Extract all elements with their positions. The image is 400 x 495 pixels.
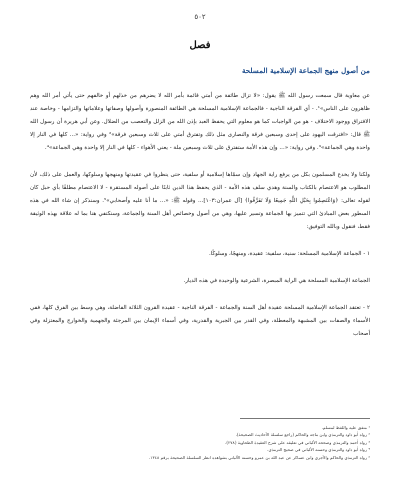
footnote: ² رواه أبو داود والترمذي وابن ماجه والحاكم (راجع سلسلة الأحاديث الصحيحة).: [235, 432, 370, 438]
page-number: ٥٠٢: [194, 13, 206, 21]
paragraph: ٢ - تعتقد الجماعة الإسلامية المسلحة عقيدة أهل السنة والجماعة - الفرقة الناجية - عقيدة القرون الثلاثة الفاضلة، وهي وسط بين الفرق كلها، ففي الأسماء والصفات بين المشبهة والمعطلة، وفي القدر بين الجبرية والقدرية، وفي أسماء الإيمان بين المرجئة والجهمية والخوارج والمعتزلة وفي أصحاب: [30, 305, 370, 337]
footnote: ¹ متفق عليه واللفظ لمسلم.: [321, 425, 370, 430]
footnote-divider: [240, 418, 370, 419]
footnote: ³ رواه أحمد والترمذي وصححه الألباني في تعليقه على شرح العقيدة الطحاوية (٢٧٨).: [225, 439, 370, 445]
paragraph: ١ - الجماعة الإسلامية المسلحة: سنية، سلفية: عقيدة، ومنهجًا، وسلوكًا.: [208, 251, 370, 257]
paragraph: ولكنا ولا يخدع المسلمون بكل من يرفع راية الجهاد وإن سمّاها إسلامية أو سلفية، حتى ينظروا في عقيدتها ومنهجها وسلوكها، والعمل على ذلك، لأن المطلوب هو الاعتصام بالكتاب والسنة وهدي سلف هذه الأمة - الذي يحفظ هذا الدين ثابتًا على أصوله المستقرة - لا الاعتصام مطلقًا بأي حبل كان لقوله تعالى: ﴿وَاعْتَصِمُوا بِحَبْلِ اللَّهِ جَمِيعًا وَلَا تَفَرَّقُوا﴾ [آل عمران:١٠٣]... وقوله ﷺ: «... ما أنا عليه وأصحابي»⁵. وسنذكر إن شاء الله في هذه السطور بعض المبادئ التي تتميز بها الجماعة وتسير عليها، وهي من أصول وخصائص أهل السنة والجماعة، وسنكتفي هنا بما له علاقة بهذه الوثيقة فقط، فنقول وبالله التوفيق:: [30, 172, 370, 230]
section-title: فصل: [189, 40, 211, 51]
footnote: ⁵ رواه الترمذي والحاكم والآجري وابن عساكر عن عبد الله بن عمرو وحسنه الألباني بشواهده انظر السلسلة الصحيحة برقم ١٣٤٨.: [148, 454, 370, 460]
section-heading: من أصول منهج الجماعة الإسلامية المسلحة: [241, 66, 370, 75]
paragraph: عن معاوية قال سمعت رسول الله ﷺ يقول: «لا تزال طائفة من أمتي قائمة بأمر الله لا يضرهم من خذلهم أو خالفهم حتى يأتي أمر الله وهم ظاهرون على الناس»¹. - أي الفرقة الناجية - فالجماعة الإسلامية المسلحة هي الطائفة المنصورة وأصولها وصفاتها وعلاماتها والتزامها - وخاصة عند الافتراق ووجود الاختلاف - هو من الواجبات كما هو معلوم التي يحفظ العبد بإذن الله من الزلل والتعصب من الضلال. وعن أبي هريرة أن رسول الله ﷺ قال: «افترقت اليهود على إحدى وسبعين فرقة والنصارى مثل ذلك وتفترق أمتي على ثلاث وسبعين فرقة»² وفي رواية: «... كلها في النار إلا واحدة وهي الجماعة»³. وفي رواية: «... وإن هذه الأمة ستفترق على ثلاث وسبعين ملة - يعني الأهواء - كلها في النار إلا واحدة وهي الجماعة»⁴.: [30, 93, 370, 151]
footnote: ⁴ رواه أبو داود والترمذي وحسنه الألباني في صحيح الترمذي.: [267, 447, 370, 453]
paragraph: الجماعة الإسلامية المسلحة هي الراية المبصرة، الشرعية والوحيدة في هذه الديار.: [183, 278, 370, 284]
footnotes: [148, 424, 370, 461]
body-text: [30, 90, 370, 349]
